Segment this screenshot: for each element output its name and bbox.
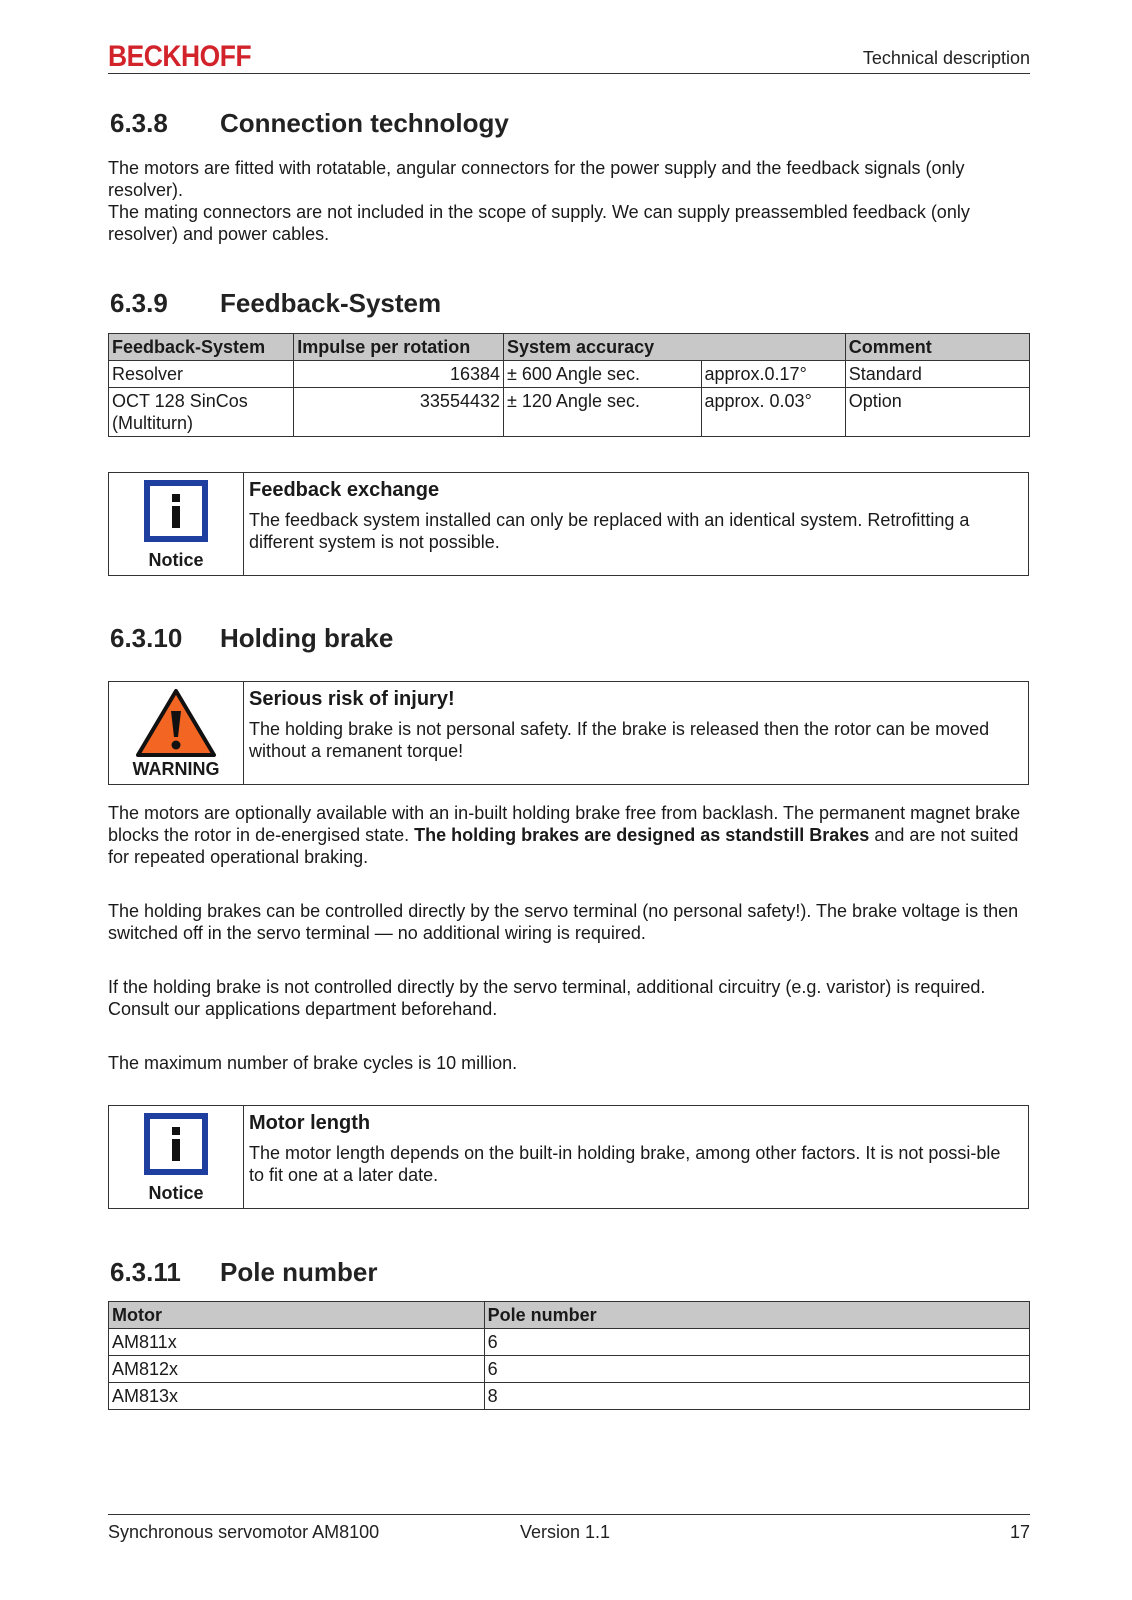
notice-icon-cell — [109, 1106, 244, 1208]
table-cell: ± 600 Angle sec. — [504, 361, 702, 388]
brake-paragraph-2 — [108, 900, 1028, 944]
warning-triangle-icon — [135, 687, 217, 759]
section-heading-6-3-9 — [110, 288, 441, 319]
table-cell: 6 — [484, 1329, 1029, 1356]
table-cell: OCT 128 SinCos (Multiturn) — [109, 388, 294, 437]
warning-box-risk-of-injury — [108, 681, 1029, 785]
table-header-cell: Impulse per rotation — [294, 334, 504, 361]
notice-title: Motor length — [249, 1112, 371, 1134]
table-cell: 16384 — [294, 361, 504, 388]
table-row — [109, 1329, 1030, 1356]
section-number: 6.3.10 — [110, 623, 183, 653]
notice-label: Notice — [148, 550, 204, 570]
notice-box-motor-length — [108, 1105, 1029, 1209]
table-row — [109, 361, 1030, 388]
text-run: and are not suited for repeated operational braking. — [108, 825, 1019, 867]
table-row — [109, 1356, 1030, 1383]
section-number: 6.3.11 — [110, 1257, 181, 1287]
footer-product: Synchronous servomotor AM8100 — [108, 1522, 380, 1542]
info-icon — [144, 1113, 208, 1175]
table-header-cell: Pole number — [484, 1302, 1029, 1329]
pole-number-table — [108, 1301, 1030, 1410]
table-cell: Standard — [845, 361, 1029, 388]
section-title: Feedback-System — [220, 288, 442, 318]
section-heading-6-3-10 — [110, 623, 393, 654]
warning-icon-cell — [109, 682, 244, 784]
table-cell: AM812x — [109, 1356, 485, 1383]
paragraph: The maximum number of brake cycles is 10 million. — [108, 1053, 518, 1073]
table-header-cell: Motor — [109, 1302, 485, 1329]
paragraph: The mating connectors are not included in the scope of supply. We can supply preassembled feedback (only resolver) and power cables. — [108, 202, 970, 244]
section-title: Connection technology — [220, 108, 509, 138]
footer-version: Version 1.1 — [520, 1522, 611, 1542]
table-cell: Resolver — [109, 361, 294, 388]
connection-paragraph — [108, 157, 1028, 245]
table-header-cell: Feedback-System — [109, 334, 294, 361]
brake-paragraph-4 — [108, 1052, 1028, 1074]
warning-text: The holding brake is not personal safety. If the brake is released then the rotor can be moved without a remanent torque! — [249, 719, 990, 761]
beckhoff-logo: BECKHOFF — [108, 40, 252, 73]
table-header-row — [109, 334, 1030, 361]
paragraph — [108, 802, 1028, 868]
page-number: 17 — [1009, 1522, 1030, 1542]
table-header-cell: System accuracy — [504, 334, 846, 361]
section-title: Pole number — [220, 1257, 378, 1287]
footer-rule — [108, 1514, 1030, 1515]
table-cell: AM813x — [109, 1383, 485, 1410]
warning-title: Serious risk of injury! — [249, 688, 455, 710]
text-run: The motors are optionally available with an in-built holding brake free from backlash. The permanent magnet brake blocks the rotor in de-energised state. — [108, 803, 1021, 845]
header-rule — [108, 73, 1030, 74]
notice-icon-cell — [109, 473, 244, 575]
notice-text: The motor length depends on the built-in holding brake, among other factors. It is not possi-ble to fit one at a later date. — [249, 1143, 1001, 1185]
table-cell: ± 120 Angle sec. — [504, 388, 702, 437]
table-row — [109, 388, 1030, 437]
notice-label: Notice — [148, 1183, 204, 1203]
notice-content — [249, 479, 1020, 553]
section-heading-6-3-8 — [110, 108, 509, 139]
brake-paragraph-3 — [108, 976, 1028, 1020]
table-cell: AM811x — [109, 1329, 485, 1356]
table-cell: 8 — [484, 1383, 1029, 1410]
paragraph: If the holding brake is not controlled directly by the servo terminal, additional circuitry (e.g. varistor) is required. Consult our applications department beforehand. — [108, 977, 986, 1019]
notice-title: Feedback exchange — [249, 479, 440, 501]
section-title: Holding brake — [220, 623, 394, 653]
table-cell: 6 — [484, 1356, 1029, 1383]
notice-text: The feedback system installed can only be replaced with an identical system. Retrofitting a different system is not possible. — [249, 510, 970, 552]
table-cell: approx.0.17° — [701, 361, 845, 388]
feedback-system-table — [108, 333, 1030, 437]
info-icon — [144, 480, 208, 542]
running-header: Technical description — [862, 48, 1030, 68]
table-row — [109, 1383, 1030, 1410]
table-cell: Option — [845, 388, 1029, 437]
table-header-row — [109, 1302, 1030, 1329]
section-heading-6-3-11 — [110, 1257, 377, 1288]
notice-content — [249, 1112, 1020, 1186]
paragraph: The holding brakes can be controlled directly by the servo terminal (no personal safety!). The brake voltage is then switched off in the servo terminal — no additional wiring is required. — [108, 901, 1019, 943]
paragraph: The motors are fitted with rotatable, angular connectors for the power supply and the feedback signals (only resolver). — [108, 158, 965, 200]
table-header-cell: Comment — [845, 334, 1029, 361]
section-number: 6.3.9 — [110, 288, 168, 318]
warning-label: WARNING — [132, 759, 220, 779]
bold-text-run: The holding brakes are designed as standstill Brakes — [414, 825, 870, 845]
section-number: 6.3.8 — [110, 108, 168, 138]
table-cell: approx. 0.03° — [701, 388, 845, 437]
notice-box-feedback-exchange — [108, 472, 1029, 576]
brake-paragraph-1 — [108, 802, 1028, 868]
table-cell: 33554432 — [294, 388, 504, 437]
warning-content — [249, 688, 1020, 762]
